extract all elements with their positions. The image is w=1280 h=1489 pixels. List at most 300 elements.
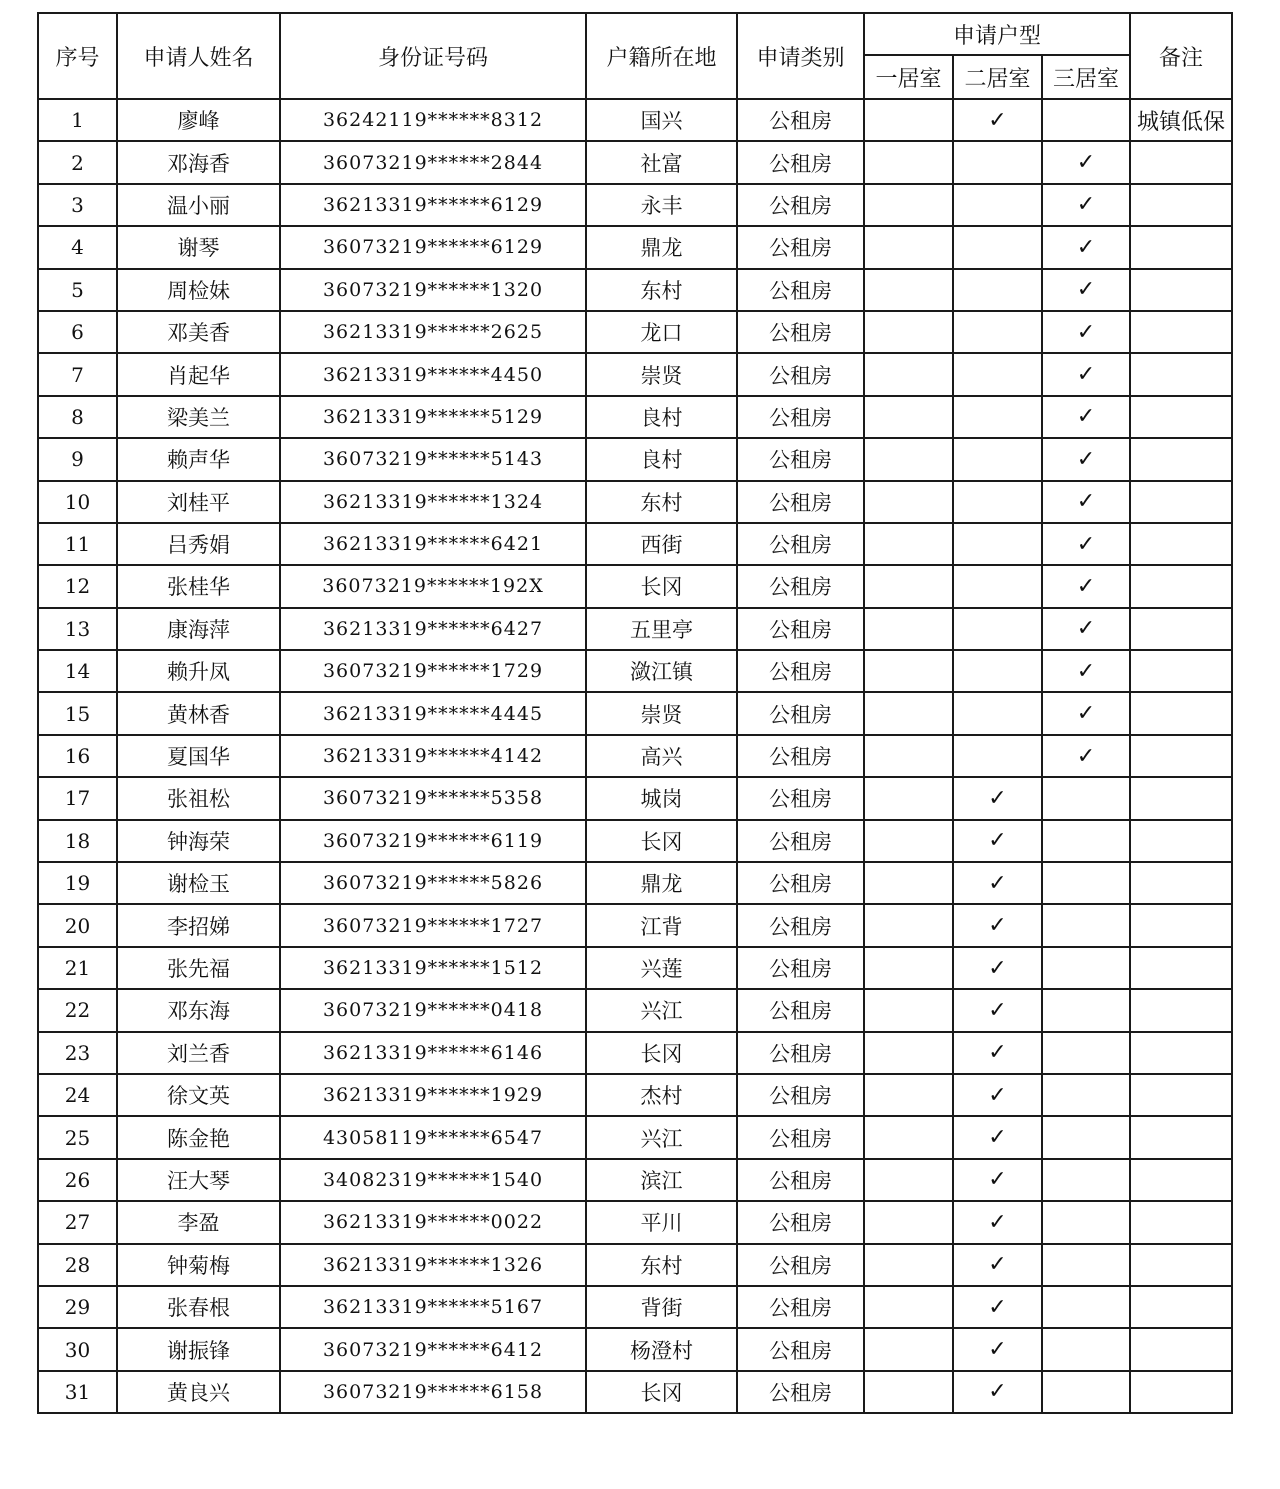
empty-check-cell [864, 438, 953, 480]
table-row [38, 269, 1232, 311]
note-cell [1130, 438, 1232, 480]
note-cell [1130, 820, 1232, 862]
header-id: 身份证号码 [280, 13, 586, 99]
empty-check-cell [864, 481, 953, 523]
note-cell [1130, 1116, 1232, 1158]
hukou-cell: 兴莲 [586, 947, 737, 989]
note-cell [1130, 650, 1232, 692]
note-cell [1130, 353, 1232, 395]
table-row [38, 99, 1232, 141]
check-icon: ✓ [953, 1074, 1042, 1116]
table-row [38, 1244, 1232, 1286]
check-icon: ✓ [953, 1116, 1042, 1158]
check-icon: ✓ [1042, 141, 1130, 183]
table-row [38, 1371, 1232, 1413]
note-cell [1130, 1371, 1232, 1413]
empty-check-cell [864, 650, 953, 692]
table-row [38, 353, 1232, 395]
category-cell: 公租房 [737, 1328, 864, 1370]
id-number-cell: 36213319******6421 [280, 523, 586, 565]
empty-check-cell [953, 184, 1042, 226]
id-number-cell: 36213319******1326 [280, 1244, 586, 1286]
check-icon: ✓ [953, 1201, 1042, 1243]
empty-check-cell [864, 396, 953, 438]
seq-cell: 14 [38, 650, 117, 692]
note-cell [1130, 141, 1232, 183]
header-note: 备注 [1130, 13, 1232, 99]
check-icon: ✓ [953, 904, 1042, 946]
empty-check-cell [953, 523, 1042, 565]
empty-check-cell [864, 1328, 953, 1370]
category-cell: 公租房 [737, 269, 864, 311]
note-cell [1130, 184, 1232, 226]
note-cell [1130, 523, 1232, 565]
seq-cell: 15 [38, 692, 117, 734]
seq-cell: 4 [38, 226, 117, 268]
seq-cell: 20 [38, 904, 117, 946]
empty-check-cell [953, 438, 1042, 480]
name-cell: 肖起华 [117, 353, 280, 395]
hukou-cell: 长冈 [586, 565, 737, 607]
name-cell: 邓东海 [117, 989, 280, 1031]
id-number-cell: 36213319******6129 [280, 184, 586, 226]
seq-cell: 25 [38, 1116, 117, 1158]
empty-check-cell [1042, 99, 1130, 141]
check-icon: ✓ [1042, 438, 1130, 480]
table-row [38, 608, 1232, 650]
hukou-cell: 鼎龙 [586, 862, 737, 904]
empty-check-cell [1042, 820, 1130, 862]
note-cell [1130, 862, 1232, 904]
name-cell: 康海萍 [117, 608, 280, 650]
seq-cell: 31 [38, 1371, 117, 1413]
hukou-cell: 城岗 [586, 777, 737, 819]
category-cell: 公租房 [737, 777, 864, 819]
note-cell [1130, 1159, 1232, 1201]
note-cell [1130, 1328, 1232, 1370]
name-cell: 黄良兴 [117, 1371, 280, 1413]
check-icon: ✓ [1042, 353, 1130, 395]
note-cell [1130, 1286, 1232, 1328]
check-icon: ✓ [953, 1286, 1042, 1328]
note-cell [1130, 608, 1232, 650]
category-cell: 公租房 [737, 99, 864, 141]
check-icon: ✓ [953, 1371, 1042, 1413]
note-cell [1130, 565, 1232, 607]
category-cell: 公租房 [737, 1371, 864, 1413]
category-cell: 公租房 [737, 1116, 864, 1158]
empty-check-cell [864, 692, 953, 734]
id-number-cell: 36073219******5358 [280, 777, 586, 819]
category-cell: 公租房 [737, 438, 864, 480]
id-number-cell: 36073219******6129 [280, 226, 586, 268]
category-cell: 公租房 [737, 396, 864, 438]
seq-cell: 7 [38, 353, 117, 395]
seq-cell: 1 [38, 99, 117, 141]
category-cell: 公租房 [737, 565, 864, 607]
seq-cell: 27 [38, 1201, 117, 1243]
empty-check-cell [864, 1244, 953, 1286]
empty-check-cell [1042, 1286, 1130, 1328]
hukou-cell: 兴江 [586, 1116, 737, 1158]
check-icon: ✓ [1042, 269, 1130, 311]
id-number-cell: 36073219******5826 [280, 862, 586, 904]
note-cell [1130, 989, 1232, 1031]
table-row [38, 1201, 1232, 1243]
hukou-cell: 崇贤 [586, 353, 737, 395]
header-name: 申请人姓名 [117, 13, 280, 99]
empty-check-cell [864, 989, 953, 1031]
note-cell [1130, 777, 1232, 819]
empty-check-cell [864, 184, 953, 226]
note-cell [1130, 735, 1232, 777]
name-cell: 张春根 [117, 1286, 280, 1328]
hukou-cell: 兴江 [586, 989, 737, 1031]
id-number-cell: 36213319******1929 [280, 1074, 586, 1116]
name-cell: 谢振锋 [117, 1328, 280, 1370]
hukou-cell: 社富 [586, 141, 737, 183]
note-cell [1130, 692, 1232, 734]
empty-check-cell [864, 1371, 953, 1413]
id-number-cell: 43058119******6547 [280, 1116, 586, 1158]
name-cell: 张祖松 [117, 777, 280, 819]
header-category: 申请类别 [737, 13, 864, 99]
table-header [38, 13, 1232, 99]
empty-check-cell [953, 692, 1042, 734]
check-icon: ✓ [1042, 650, 1130, 692]
header-one-bed: 一居室 [864, 55, 953, 99]
empty-check-cell [864, 99, 953, 141]
seq-cell: 17 [38, 777, 117, 819]
seq-cell: 13 [38, 608, 117, 650]
note-cell [1130, 1201, 1232, 1243]
empty-check-cell [864, 311, 953, 353]
seq-cell: 21 [38, 947, 117, 989]
empty-check-cell [864, 565, 953, 607]
seq-cell: 11 [38, 523, 117, 565]
name-cell: 赖声华 [117, 438, 280, 480]
seq-cell: 23 [38, 1032, 117, 1074]
note-cell [1130, 1074, 1232, 1116]
empty-check-cell [1042, 1159, 1130, 1201]
empty-check-cell [1042, 989, 1130, 1031]
id-number-cell: 36073219******6158 [280, 1371, 586, 1413]
category-cell: 公租房 [737, 353, 864, 395]
table-row [38, 735, 1232, 777]
check-icon: ✓ [953, 1328, 1042, 1370]
empty-check-cell [864, 820, 953, 862]
empty-check-cell [864, 1159, 953, 1201]
empty-check-cell [864, 1032, 953, 1074]
id-number-cell: 36073219******192X [280, 565, 586, 607]
empty-check-cell [953, 141, 1042, 183]
seq-cell: 30 [38, 1328, 117, 1370]
id-number-cell: 36213319******1324 [280, 481, 586, 523]
seq-cell: 19 [38, 862, 117, 904]
hukou-cell: 背街 [586, 1286, 737, 1328]
name-cell: 刘桂平 [117, 481, 280, 523]
hukou-cell: 平川 [586, 1201, 737, 1243]
name-cell: 李盈 [117, 1201, 280, 1243]
hukou-cell: 长冈 [586, 1371, 737, 1413]
hukou-cell: 国兴 [586, 99, 737, 141]
table-row [38, 396, 1232, 438]
seq-cell: 12 [38, 565, 117, 607]
name-cell: 汪大琴 [117, 1159, 280, 1201]
header-seq: 序号 [38, 13, 117, 99]
table-body [38, 99, 1232, 1413]
empty-check-cell [864, 904, 953, 946]
seq-cell: 10 [38, 481, 117, 523]
hukou-cell: 鼎龙 [586, 226, 737, 268]
table-row [38, 862, 1232, 904]
hukou-cell: 龙口 [586, 311, 737, 353]
category-cell: 公租房 [737, 141, 864, 183]
id-number-cell: 36073219******6412 [280, 1328, 586, 1370]
id-number-cell: 36073219******1729 [280, 650, 586, 692]
empty-check-cell [864, 1116, 953, 1158]
header-three-bed: 三居室 [1042, 55, 1130, 99]
hukou-cell: 杰村 [586, 1074, 737, 1116]
seq-cell: 9 [38, 438, 117, 480]
check-icon: ✓ [1042, 735, 1130, 777]
empty-check-cell [1042, 777, 1130, 819]
empty-check-cell [864, 226, 953, 268]
category-cell: 公租房 [737, 1201, 864, 1243]
table-row [38, 438, 1232, 480]
id-number-cell: 36213319******6427 [280, 608, 586, 650]
category-cell: 公租房 [737, 820, 864, 862]
id-number-cell: 36213319******1512 [280, 947, 586, 989]
empty-check-cell [864, 1201, 953, 1243]
empty-check-cell [1042, 1244, 1130, 1286]
id-number-cell: 36073219******2844 [280, 141, 586, 183]
check-icon: ✓ [1042, 565, 1130, 607]
table-row [38, 523, 1232, 565]
name-cell: 钟海荣 [117, 820, 280, 862]
seq-cell: 26 [38, 1159, 117, 1201]
category-cell: 公租房 [737, 904, 864, 946]
empty-check-cell [953, 226, 1042, 268]
name-cell: 谢琴 [117, 226, 280, 268]
empty-check-cell [864, 353, 953, 395]
table-row [38, 226, 1232, 268]
check-icon: ✓ [1042, 396, 1130, 438]
header-hukou: 户籍所在地 [586, 13, 737, 99]
name-cell: 梁美兰 [117, 396, 280, 438]
category-cell: 公租房 [737, 523, 864, 565]
note-cell [1130, 481, 1232, 523]
seq-cell: 29 [38, 1286, 117, 1328]
seq-cell: 2 [38, 141, 117, 183]
empty-check-cell [1042, 1201, 1130, 1243]
table-row [38, 481, 1232, 523]
seq-cell: 16 [38, 735, 117, 777]
table-row [38, 820, 1232, 862]
hukou-cell: 滨江 [586, 1159, 737, 1201]
note-cell [1130, 947, 1232, 989]
category-cell: 公租房 [737, 650, 864, 692]
category-cell: 公租房 [737, 1074, 864, 1116]
seq-cell: 8 [38, 396, 117, 438]
applicant-table [37, 12, 1233, 1414]
table-row [38, 904, 1232, 946]
note-cell [1130, 269, 1232, 311]
check-icon: ✓ [1042, 692, 1130, 734]
hukou-cell: 东村 [586, 1244, 737, 1286]
category-cell: 公租房 [737, 989, 864, 1031]
id-number-cell: 36213319******6146 [280, 1032, 586, 1074]
name-cell: 邓海香 [117, 141, 280, 183]
name-cell: 陈金艳 [117, 1116, 280, 1158]
empty-check-cell [953, 396, 1042, 438]
check-icon: ✓ [953, 989, 1042, 1031]
note-cell [1130, 1032, 1232, 1074]
seq-cell: 6 [38, 311, 117, 353]
seq-cell: 18 [38, 820, 117, 862]
check-icon: ✓ [1042, 311, 1130, 353]
note-cell [1130, 1244, 1232, 1286]
name-cell: 钟菊梅 [117, 1244, 280, 1286]
hukou-cell: 永丰 [586, 184, 737, 226]
hukou-cell: 长冈 [586, 820, 737, 862]
name-cell: 张先福 [117, 947, 280, 989]
hukou-cell: 高兴 [586, 735, 737, 777]
category-cell: 公租房 [737, 862, 864, 904]
empty-check-cell [1042, 1074, 1130, 1116]
category-cell: 公租房 [737, 226, 864, 268]
empty-check-cell [953, 735, 1042, 777]
table-row [38, 692, 1232, 734]
hukou-cell: 杨澄村 [586, 1328, 737, 1370]
note-cell [1130, 904, 1232, 946]
hukou-cell: 江背 [586, 904, 737, 946]
id-number-cell: 36213319******5129 [280, 396, 586, 438]
empty-check-cell [864, 1286, 953, 1328]
hukou-cell: 东村 [586, 481, 737, 523]
note-cell: 城镇低保 [1130, 99, 1232, 141]
name-cell: 谢检玉 [117, 862, 280, 904]
check-icon: ✓ [1042, 226, 1130, 268]
seq-cell: 5 [38, 269, 117, 311]
hukou-cell: 良村 [586, 396, 737, 438]
empty-check-cell [864, 608, 953, 650]
hukou-cell: 良村 [586, 438, 737, 480]
id-number-cell: 36073219******1320 [280, 269, 586, 311]
table-row [38, 184, 1232, 226]
check-icon: ✓ [953, 1032, 1042, 1074]
id-number-cell: 34082319******1540 [280, 1159, 586, 1201]
category-cell: 公租房 [737, 1286, 864, 1328]
empty-check-cell [953, 608, 1042, 650]
check-icon: ✓ [953, 947, 1042, 989]
name-cell: 夏国华 [117, 735, 280, 777]
id-number-cell: 36073219******0418 [280, 989, 586, 1031]
id-number-cell: 36213319******4142 [280, 735, 586, 777]
check-icon: ✓ [1042, 608, 1130, 650]
empty-check-cell [864, 523, 953, 565]
category-cell: 公租房 [737, 1244, 864, 1286]
check-icon: ✓ [1042, 523, 1130, 565]
empty-check-cell [953, 565, 1042, 607]
empty-check-cell [864, 735, 953, 777]
empty-check-cell [1042, 1328, 1130, 1370]
empty-check-cell [1042, 947, 1130, 989]
empty-check-cell [864, 777, 953, 819]
empty-check-cell [864, 947, 953, 989]
check-icon: ✓ [953, 777, 1042, 819]
id-number-cell: 36213319******0022 [280, 1201, 586, 1243]
empty-check-cell [864, 141, 953, 183]
name-cell: 周检妹 [117, 269, 280, 311]
hukou-cell: 东村 [586, 269, 737, 311]
category-cell: 公租房 [737, 735, 864, 777]
check-icon: ✓ [1042, 184, 1130, 226]
id-number-cell: 36213319******4450 [280, 353, 586, 395]
table-row [38, 1032, 1232, 1074]
id-number-cell: 36073219******1727 [280, 904, 586, 946]
table-row [38, 989, 1232, 1031]
table-row [38, 1159, 1232, 1201]
check-icon: ✓ [953, 820, 1042, 862]
table-row [38, 1286, 1232, 1328]
hukou-cell: 西街 [586, 523, 737, 565]
table-row [38, 311, 1232, 353]
empty-check-cell [1042, 904, 1130, 946]
header-two-bed: 二居室 [953, 55, 1042, 99]
check-icon: ✓ [953, 99, 1042, 141]
name-cell: 李招娣 [117, 904, 280, 946]
empty-check-cell [1042, 1116, 1130, 1158]
name-cell: 刘兰香 [117, 1032, 280, 1074]
id-number-cell: 36213319******5167 [280, 1286, 586, 1328]
empty-check-cell [953, 353, 1042, 395]
empty-check-cell [1042, 1032, 1130, 1074]
name-cell: 廖峰 [117, 99, 280, 141]
hukou-cell: 长冈 [586, 1032, 737, 1074]
empty-check-cell [953, 269, 1042, 311]
name-cell: 吕秀娟 [117, 523, 280, 565]
note-cell [1130, 226, 1232, 268]
category-cell: 公租房 [737, 481, 864, 523]
header-unit-type: 申请户型 [864, 13, 1130, 55]
category-cell: 公租房 [737, 947, 864, 989]
seq-cell: 24 [38, 1074, 117, 1116]
table-row [38, 650, 1232, 692]
name-cell: 温小丽 [117, 184, 280, 226]
empty-check-cell [864, 269, 953, 311]
name-cell: 邓美香 [117, 311, 280, 353]
category-cell: 公租房 [737, 608, 864, 650]
empty-check-cell [953, 481, 1042, 523]
hukou-cell: 潋江镇 [586, 650, 737, 692]
empty-check-cell [953, 650, 1042, 692]
empty-check-cell [953, 311, 1042, 353]
check-icon: ✓ [1042, 481, 1130, 523]
check-icon: ✓ [953, 862, 1042, 904]
seq-cell: 3 [38, 184, 117, 226]
hukou-cell: 崇贤 [586, 692, 737, 734]
category-cell: 公租房 [737, 1032, 864, 1074]
name-cell: 张桂华 [117, 565, 280, 607]
empty-check-cell [1042, 862, 1130, 904]
table-row [38, 1328, 1232, 1370]
table-row [38, 947, 1232, 989]
category-cell: 公租房 [737, 184, 864, 226]
empty-check-cell [1042, 1371, 1130, 1413]
name-cell: 徐文英 [117, 1074, 280, 1116]
id-number-cell: 36073219******6119 [280, 820, 586, 862]
